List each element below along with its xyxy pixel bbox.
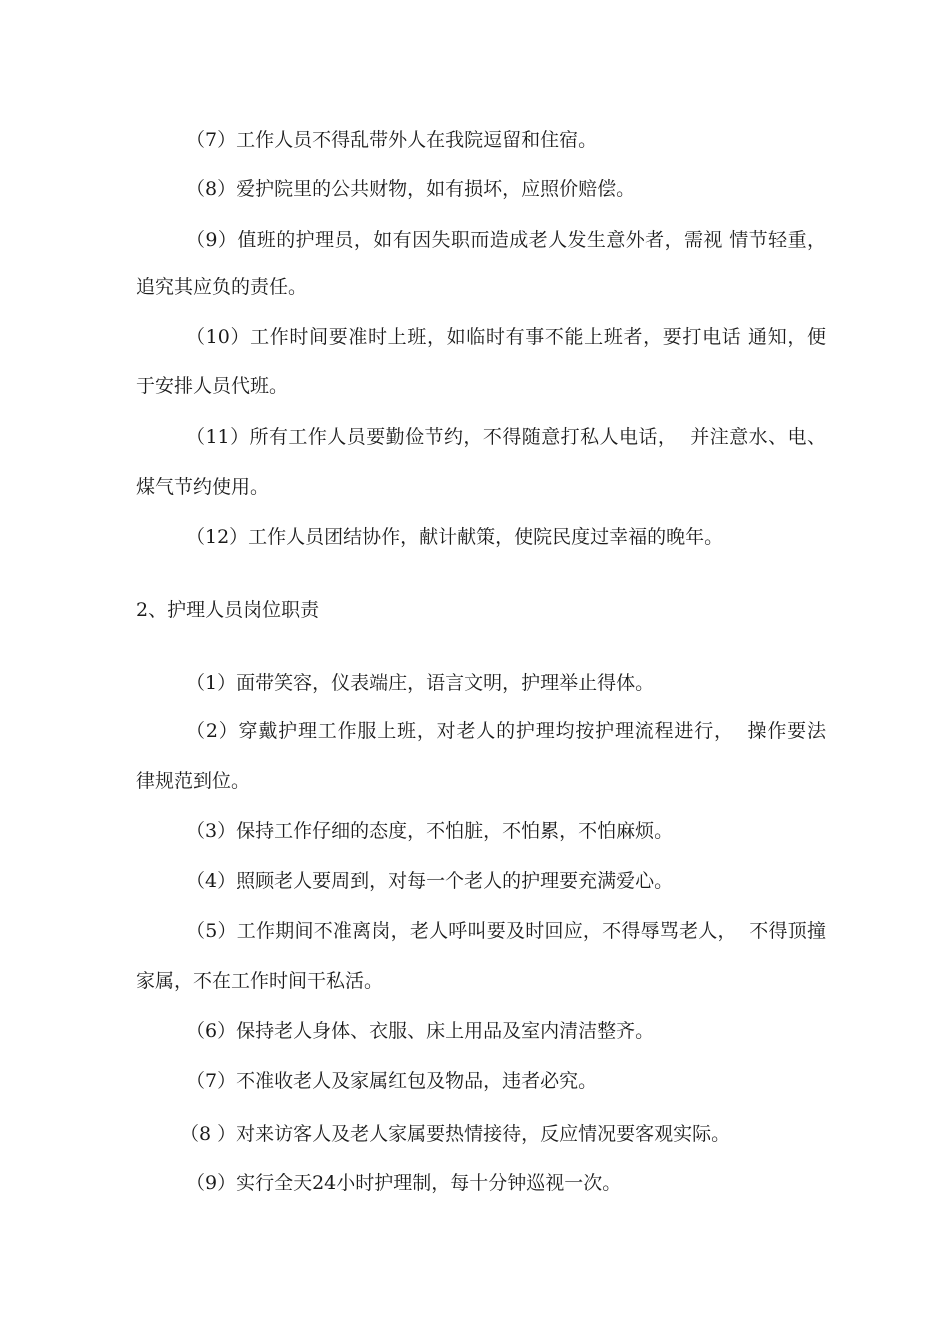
rule-item-11-line-2: 煤气节约使用。 (136, 476, 270, 498)
rule-item-10-line-1: （10）工作时间要准时上班，如临时有事不能上班者，要打电话 通知，便 (186, 326, 826, 348)
duty-item-2-line-2: 律规范到位。 (136, 770, 251, 792)
duty-item-7: （7）不准收老人及家属红包及物品，违者必究。 (186, 1070, 598, 1092)
duty-item-9: （9）实行全天24小时护理制，每十分钟巡视一次。 (186, 1172, 622, 1194)
rule-item-8: （8）爱护院里的公共财物，如有损坏，应照价赔偿。 (186, 178, 636, 200)
duty-item-1: （1）面带笑容，仪表端庄，语言文明，护理举止得体。 (186, 672, 655, 694)
duty-item-3: （3）保持工作仔细的态度，不怕脏，不怕累，不怕麻烦。 (186, 820, 674, 842)
rule-item-10-line-2: 于安排人员代班。 (136, 375, 289, 397)
duty-item-8: （8 ）对来访客人及老人家属要热情接待，反应情况要客观实际。 (180, 1123, 731, 1145)
rule-item-7: （7）工作人员不得乱带外人在我院逗留和住宿。 (186, 129, 598, 151)
duty-item-2-line-1: （2）穿戴护理工作服上班，对老人的护理均按护理流程进行， 操作要法 (186, 720, 826, 742)
duty-item-6: （6）保持老人身体、衣服、床上用品及室内清洁整齐。 (186, 1020, 655, 1042)
rule-item-9-line-2: 追究其应负的责任。 (136, 276, 308, 298)
duty-item-5-line-2: 家属，不在工作时间干私活。 (136, 970, 384, 992)
rule-item-9-line-1: （9）值班的护理员，如有因失职而造成老人发生意外者，需视 情节轻重， (186, 229, 826, 251)
rule-item-12: （12）工作人员团结协作，献计献策，使院民度过幸福的晚年。 (186, 526, 724, 548)
rule-item-11-line-1: （11）所有工作人员要勤俭节约，不得随意打私人电话， 并注意水、电、 (186, 426, 826, 448)
duty-item-5-line-1: （5）工作期间不准离岗，老人呼叫要及时回应，不得辱骂老人， 不得顶撞 (186, 920, 826, 942)
section-heading: 2、护理人员岗位职责 (136, 599, 320, 621)
duty-item-4: （4）照顾老人要周到，对每一个老人的护理要充满爱心。 (186, 870, 674, 892)
